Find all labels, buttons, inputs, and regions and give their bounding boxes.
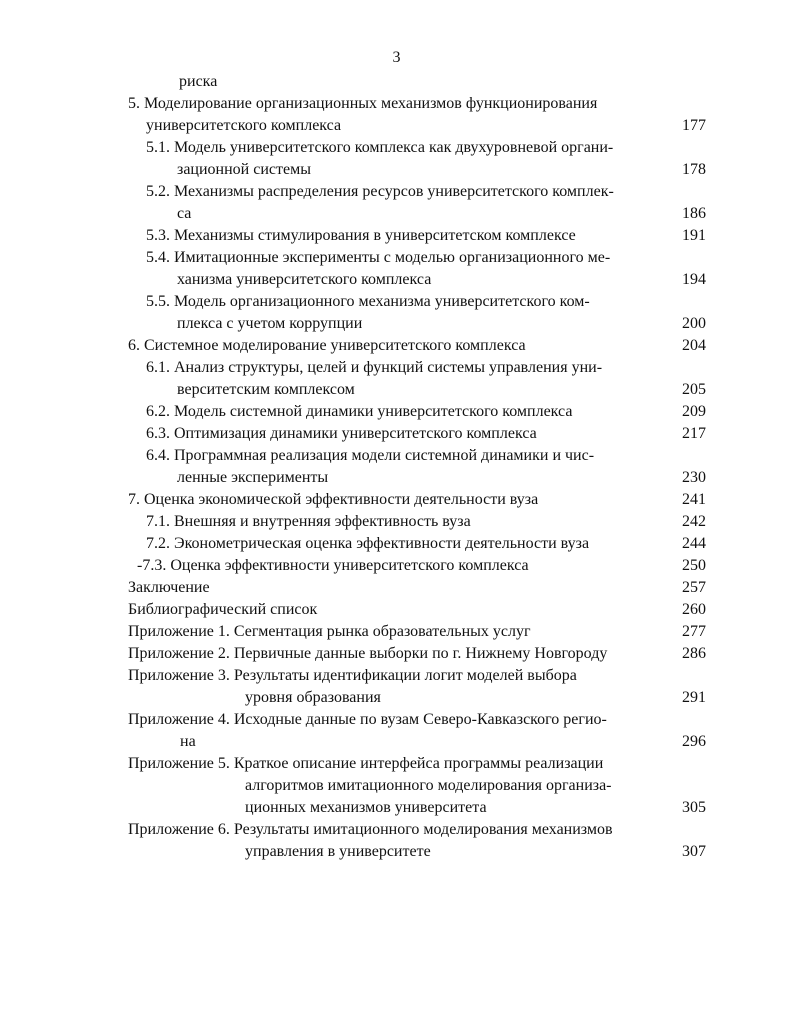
toc-page-ref: 205 <box>682 381 706 398</box>
toc-page-ref: 244 <box>682 535 706 552</box>
toc-line: 6. Системное моделирование университетского комплекса <box>128 337 526 354</box>
toc-page-ref: 177 <box>682 117 706 134</box>
toc-line: зационной системы <box>177 161 311 178</box>
toc-line: 6.4. Программная реализация модели системной динамики и чис- <box>146 447 595 464</box>
toc-page-ref: 241 <box>682 491 706 508</box>
toc-line: 5.1. Модель университетского комплекса как двухуровневой органи- <box>146 139 614 156</box>
toc-line: алгоритмов имитационного моделирования организа- <box>245 777 612 794</box>
toc-line: 7. Оценка экономической эффективности деятельности вуза <box>128 491 539 508</box>
toc-line: 6.3. Оптимизация динамики университетского комплекса <box>146 425 537 442</box>
toc-line: Приложение 5. Краткое описание интерфейса программы реализации <box>128 755 604 772</box>
toc-line: 6.1. Анализ структуры, целей и функций системы управления уни- <box>146 359 603 376</box>
toc-line: верситетским комплексом <box>177 381 355 398</box>
toc-page-ref: 307 <box>682 843 706 860</box>
toc-page-ref: 191 <box>682 227 706 244</box>
toc-page-ref: 178 <box>682 161 706 178</box>
toc-page-ref: 277 <box>682 623 706 640</box>
toc-line: Приложение 4. Исходные данные по вузам Северо-Кавказского регио- <box>128 711 607 728</box>
toc-page-ref: 286 <box>682 645 706 662</box>
toc-line: ционных механизмов университета <box>245 799 487 816</box>
toc-page-ref: 217 <box>682 425 706 442</box>
toc-page-ref: 242 <box>682 513 706 530</box>
toc-line: на <box>180 733 196 750</box>
toc-line: са <box>177 205 192 222</box>
toc-line: плекса с учетом коррупции <box>177 315 363 332</box>
toc-page-ref: 260 <box>682 601 706 618</box>
toc-page-ref: 257 <box>682 579 706 596</box>
toc-line: Приложение 6. Результаты имитационного моделирования механизмов <box>128 821 613 838</box>
page-number: 3 <box>392 49 401 66</box>
toc-page-ref: 204 <box>682 337 706 354</box>
toc-line: Приложение 3. Результаты идентификации логит моделей выбора <box>128 667 577 684</box>
toc-line: 5. Моделирование организационных механизмов функционирования <box>128 95 598 112</box>
toc-line: Библиографический список <box>128 601 318 618</box>
toc-line: 5.5. Модель организационного механизма университетского ком- <box>146 293 590 310</box>
toc-line: риска <box>179 73 218 90</box>
toc-page-ref: 209 <box>682 403 706 420</box>
toc-page-ref: 250 <box>682 557 706 574</box>
toc-line: -7.3. Оценка эффективности университетского комплекса <box>137 557 529 574</box>
toc-line: Заключение <box>128 579 210 596</box>
toc-line: уровня образования <box>245 689 381 706</box>
toc-line: 7.1. Внешняя и внутренняя эффективность вуза <box>146 513 471 530</box>
toc-page-ref: 194 <box>682 271 706 288</box>
toc-line: Приложение 2. Первичные данные выборки по г. Нижнему Новгороду <box>128 645 608 662</box>
toc-line: 6.2. Модель системной динамики университетского комплекса <box>146 403 573 420</box>
toc-page-ref: 186 <box>682 205 706 222</box>
toc-line: управления в университете <box>245 843 431 860</box>
toc-page-ref: 291 <box>682 689 706 706</box>
toc-line: ленные эксперименты <box>177 469 329 486</box>
toc-line: 5.4. Имитационные эксперименты с моделью организационного ме- <box>146 249 611 266</box>
toc-page-ref: 296 <box>682 733 706 750</box>
toc-page-ref: 200 <box>682 315 706 332</box>
toc-line: 7.2. Эконометрическая оценка эффективности деятельности вуза <box>146 535 590 552</box>
toc-page-ref: 305 <box>682 799 706 816</box>
toc-line: ханизма университетского комплекса <box>177 271 432 288</box>
toc-line: университетского комплекса <box>146 117 342 134</box>
toc-line: 5.2. Механизмы распределения ресурсов университетского комплек- <box>146 183 614 200</box>
toc-page-ref: 230 <box>682 469 706 486</box>
toc-line: 5.3. Механизмы стимулирования в университетском комплексе <box>146 227 576 244</box>
toc-line: Приложение 1. Сегментация рынка образовательных услуг <box>128 623 531 640</box>
